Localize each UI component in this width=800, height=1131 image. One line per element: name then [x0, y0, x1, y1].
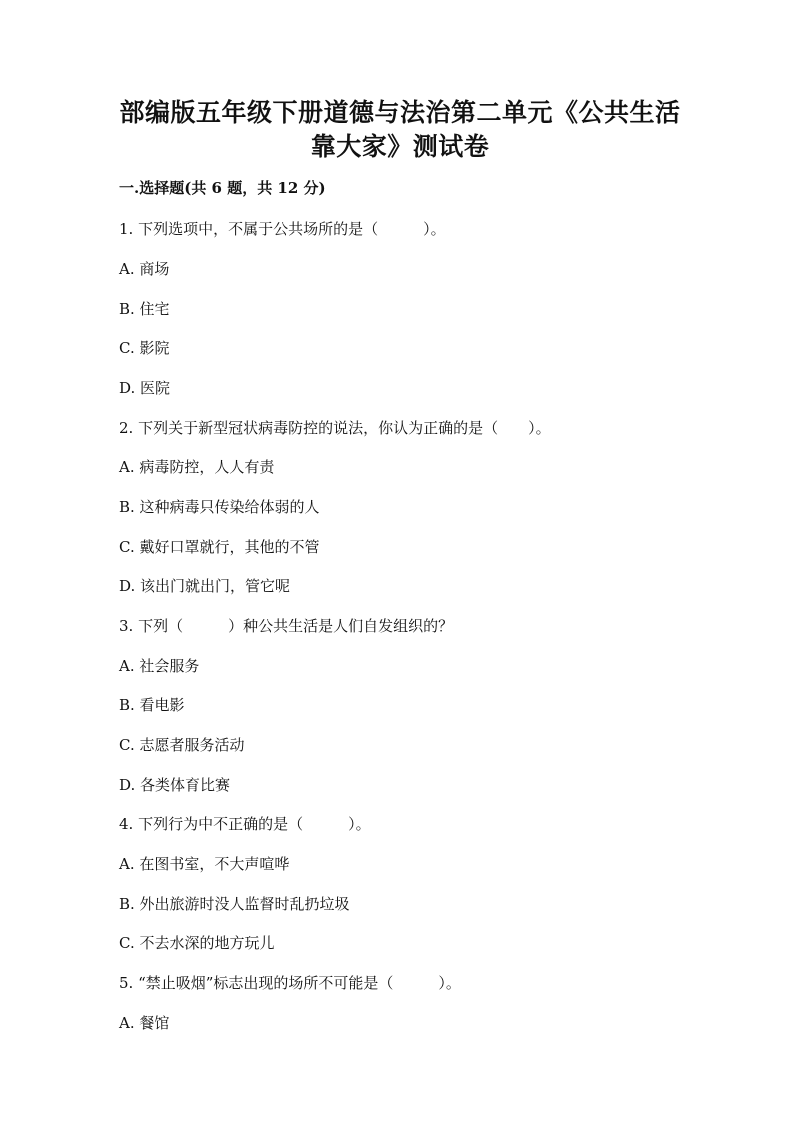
- section-heading: 一.选择题(共 6 题，共 12 分): [119, 179, 326, 197]
- page-title-line-1: 部编版五年级下册道德与法治第二单元《公共生活: [119, 98, 681, 127]
- question-2-stem: 2. 下列关于新型冠状病毒防控的说法，你认为正确的是（ ）。: [119, 419, 551, 437]
- question-4-option-a: A. 在图书室，不大声喧哗: [119, 855, 290, 873]
- question-2-option-a: A. 病毒防控，人人有责: [119, 458, 275, 476]
- question-1-option-b: B. 住宅: [119, 300, 170, 318]
- question-4-option-b: B. 外出旅游时没人监督时乱扔垃圾: [119, 895, 350, 913]
- question-1-option-d: D. 医院: [119, 379, 171, 397]
- question-5-stem: 5. “禁止吸烟”标志出现的场所不可能是（ ）。: [119, 974, 461, 992]
- question-3-option-b: B. 看电影: [119, 696, 185, 714]
- question-3-option-d: D. 各类体育比赛: [119, 776, 231, 794]
- question-1-option-c: C. 影院: [119, 339, 170, 357]
- question-2-option-b: B. 这种病毒只传染给体弱的人: [119, 498, 320, 516]
- question-2-option-d: D. 该出门就出门，管它呢: [119, 577, 291, 595]
- question-1-stem: 1. 下列选项中，不属于公共场所的是（ ）。: [119, 220, 446, 238]
- question-3-option-c: C. 志愿者服务活动: [119, 736, 245, 754]
- question-2-option-c: C. 戴好口罩就行，其他的不管: [119, 538, 320, 556]
- page-title-line-2: 靠大家》测试卷: [310, 132, 490, 161]
- question-1-option-a: A. 商场: [119, 260, 170, 278]
- question-3-stem: 3. 下列（ ）种公共生活是人们自发组织的？: [119, 617, 454, 635]
- question-4-stem: 4. 下列行为中不正确的是（ ）。: [119, 815, 371, 833]
- question-5-option-a: A. 餐馆: [119, 1014, 170, 1032]
- question-4-option-c: C. 不去水深的地方玩儿: [119, 934, 275, 952]
- question-3-option-a: A. 社会服务: [119, 657, 200, 675]
